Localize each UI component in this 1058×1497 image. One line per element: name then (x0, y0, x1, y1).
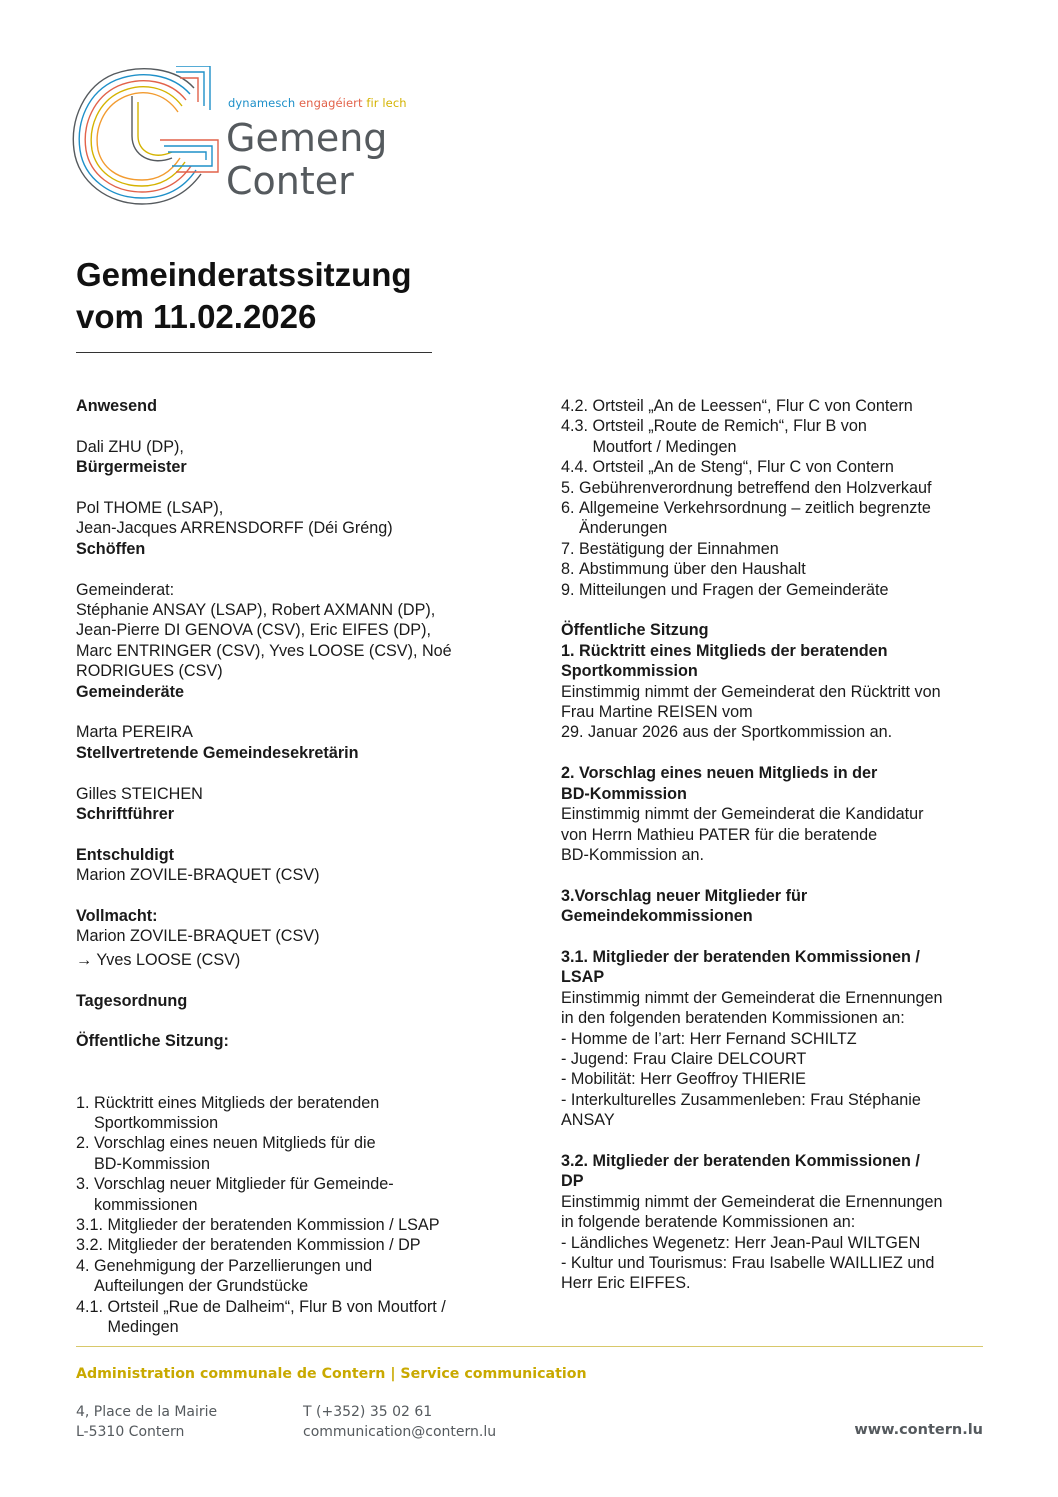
body-line: Frau Martine REISEN vom (561, 703, 753, 722)
agenda-item-line: Medingen (107, 1318, 179, 1337)
body-line: 29. Januar 2026 aus der Sportkommission an. (561, 723, 893, 742)
body-line: - Ländliches Wegenetz: Herr Jean-Paul WILTGEN (561, 1233, 921, 1252)
agenda-item-line: Ortsteil „An de Steng“, Flur C von Contern (592, 458, 894, 477)
agenda-item (561, 396, 993, 416)
agenda-item-number: 1. (76, 1093, 94, 1112)
clerk-name: Gilles STEICHEN (76, 784, 203, 803)
agenda-item-line: Vorschlag eines neuen Mitglieds für die (94, 1134, 376, 1153)
agenda-item-number: 4. (76, 1256, 94, 1275)
body-line: - Kultur und Tourismus: Frau Isabelle WAILLIEZ und (561, 1253, 935, 1272)
agenda-item-line: Aufteilungen der Grundstücke (94, 1277, 309, 1296)
agenda-item-number: 4.4. (561, 458, 593, 477)
heading-line: 3.Vorschlag neuer Mitglieder für (561, 886, 808, 905)
agenda-item (561, 457, 993, 477)
agenda-item-number: 3. (76, 1175, 94, 1194)
council-member-line: Jean-Pierre DI GENOVA (CSV), Eric EIFES (DP), (76, 621, 431, 640)
secretary-role: Stellvertretende Gemeindesekretärin (76, 743, 359, 762)
body-line: in folgende beratende Kommissionen an: (561, 1213, 856, 1232)
tagline-word-3: fir lech (366, 96, 407, 110)
council-role: Gemeinderäte (76, 682, 184, 701)
footer-website-link[interactable]: www.contern.lu (854, 1422, 983, 1438)
section-1-heading (561, 641, 993, 682)
footer-phone: T (+352) 35 02 61 (303, 1404, 433, 1420)
agenda-item-number: 6. (561, 499, 579, 518)
agenda-item-text (94, 1133, 516, 1174)
agenda-item-line: Vorschlag neuer Mitglieder für Gemeinde- (94, 1175, 394, 1194)
agenda-item-line: Rücktritt eines Mitglieds der beratenden (94, 1093, 380, 1112)
agenda-item-line: Genehmigung der Parzellierungen und (94, 1256, 373, 1275)
agenda-item (76, 1215, 516, 1235)
agenda-item (76, 1297, 516, 1338)
agenda-item-line: Allgemeine Verkehrsordnung – zeitlich begrenzte (579, 499, 931, 518)
council-member-line: Marc ENTRINGER (CSV), Yves LOOSE (CSV), Noé (76, 641, 452, 660)
tagline-word-1: dynamesch (228, 96, 296, 110)
right-column (561, 396, 993, 1294)
body-line: in den folgenden beratenden Kommissionen an: (561, 1009, 905, 1028)
mayor-role: Bürgermeister (76, 458, 187, 477)
gemeng-conter-logo (72, 66, 222, 206)
agenda-item-line: Mitglieder der beratenden Kommission / DP (107, 1236, 421, 1255)
agenda-item (76, 1256, 516, 1297)
agenda-heading: Tagesordnung (76, 991, 188, 1010)
heading-line: 3.1. Mitglieder der beratenden Kommissionen / (561, 947, 920, 966)
mayor-name: Dali ZHU (DP), (76, 437, 184, 456)
agenda-item-line: Sportkommission (94, 1114, 219, 1133)
body-line: - Interkulturelles Zusammenleben: Frau Stéphanie (561, 1090, 921, 1109)
agenda-item-text (94, 1093, 516, 1134)
agenda-item-number: 4.1. (76, 1297, 108, 1316)
page-title (76, 254, 412, 338)
agenda-item-number: 8. (561, 560, 579, 579)
body-line: Einstimmig nimmt der Gemeinderat die Kandidatur (561, 805, 924, 824)
proxy-from: Marion ZOVILE-BRAQUET (CSV) (76, 927, 320, 946)
alderman-name: Pol THOME (LSAP), (76, 499, 224, 517)
excused-heading: Entschuldigt (76, 845, 175, 864)
agenda-item-number: 3.2. (76, 1236, 108, 1255)
agenda-item-text (593, 457, 994, 477)
agenda-item-number: 2. (76, 1134, 94, 1153)
proxy-heading: Vollmacht: (76, 907, 158, 926)
footer-title: Administration communale de Contern | Service communication (76, 1366, 587, 1382)
agenda-item-line: Ortsteil „An de Leessen“, Flur C von Contern (592, 397, 913, 415)
agenda-item-text (579, 498, 993, 539)
address-line-2: L-5310 Contern (76, 1423, 185, 1440)
agenda-item (76, 1174, 516, 1215)
section-3-1-heading (561, 947, 993, 988)
footer-divider (76, 1346, 983, 1347)
section-1-body (561, 682, 993, 743)
agenda-item (561, 539, 993, 559)
agenda-item-text (108, 1297, 517, 1338)
agenda-item (561, 580, 993, 600)
page-title-line-1: Gemeinderatssitzung (76, 256, 412, 293)
agenda-item-text (579, 580, 993, 600)
agenda-item-line: Mitteilungen und Fragen der Gemeinderäte (579, 580, 889, 599)
agenda-item-number: 9. (561, 580, 579, 599)
logo-name-line-2: Conter (226, 159, 354, 203)
agenda-item-line: kommissionen (94, 1195, 198, 1214)
body-line: - Jugend: Frau Claire DELCOURT (561, 1049, 807, 1068)
agenda-item-line: Moutfort / Medingen (592, 437, 737, 456)
agenda-item-line: Bestätigung der Einnahmen (579, 539, 779, 558)
body-line: ANSAY (561, 1111, 615, 1130)
body-line: BD-Kommission an. (561, 845, 705, 864)
proxy-to: → Yves LOOSE (CSV) (76, 950, 241, 969)
council-member-line: Stéphanie ANSAY (LSAP), Robert AXMANN (DP), (76, 601, 436, 620)
agenda-item-text (593, 416, 994, 457)
public-session-title: Öffentliche Sitzung (561, 621, 709, 640)
logo-wordmark (226, 117, 387, 203)
heading-line: 1. Rücktritt eines Mitglieds der beratenden (561, 641, 888, 660)
body-line: Einstimmig nimmt der Gemeinderat die Ernennungen (561, 1192, 943, 1211)
heading-line: LSAP (561, 968, 605, 987)
heading-line: Sportkommission (561, 662, 698, 681)
attendees-heading: Anwesend (76, 397, 157, 415)
agenda-item (76, 1133, 516, 1174)
agenda-item-line: Ortsteil „Rue de Dalheim“, Flur B von Moutfort / (107, 1297, 446, 1316)
council-label: Gemeinderat: (76, 580, 175, 599)
agenda-item-line: Abstimmung über den Haushalt (579, 560, 806, 579)
agenda-item-text (579, 539, 993, 559)
alderman-name: Jean-Jacques ARRENSDORFF (Déi Gréng) (76, 519, 393, 538)
public-session-heading: Öffentliche Sitzung: (76, 1032, 229, 1051)
section-2-body (561, 804, 993, 865)
footer-address (76, 1403, 217, 1442)
agenda-item-text (108, 1235, 517, 1255)
agenda-item (561, 478, 993, 498)
footer-contact (303, 1403, 496, 1442)
section-2-heading (561, 763, 993, 804)
heading-line: Gemeindekommissionen (561, 907, 753, 926)
agenda-item-line: Gebührenverordnung betreffend den Holzverkauf (579, 478, 932, 497)
page-title-line-2: vom 11.02.2026 (76, 298, 317, 335)
secretary-name: Marta PEREIRA (76, 723, 193, 742)
agenda-item-line: Änderungen (579, 519, 668, 538)
agenda-item-text (94, 1174, 516, 1215)
agenda-item-number: 3.1. (76, 1216, 108, 1235)
section-3-heading (561, 886, 993, 927)
section-3-1-body (561, 988, 993, 1131)
section-3-2-body (561, 1192, 993, 1294)
body-line: Einstimmig nimmt der Gemeinderat die Ernennungen (561, 988, 943, 1007)
left-column (76, 396, 516, 1338)
agenda-item-text (94, 1256, 516, 1297)
body-line: Einstimmig nimmt der Gemeinderat den Rücktritt von (561, 682, 941, 701)
footer-email-link[interactable]: communication@contern.lu (303, 1423, 497, 1440)
agenda-item-number: 4.2. (561, 397, 593, 415)
agenda-item-number: 4.3. (561, 417, 593, 436)
body-line: Herr Eric EIFFES. (561, 1274, 691, 1293)
agenda-list-continued (561, 396, 993, 600)
body-line: von Herrn Mathieu PATER für die beratende (561, 825, 878, 844)
agenda-item (561, 559, 993, 579)
address-line-1: 4, Place de la Mairie (76, 1404, 218, 1420)
logo-name-line-1: Gemeng (226, 116, 388, 160)
agenda-item (76, 1235, 516, 1255)
excused-name: Marion ZOVILE-BRAQUET (CSV) (76, 866, 320, 885)
agenda-item-line: Mitglieder der beratenden Kommission / LSAP (107, 1216, 440, 1235)
title-divider (76, 352, 432, 353)
agenda-item-text (108, 1215, 517, 1235)
agenda-item-text (579, 559, 993, 579)
agenda-item-number: 5. (561, 478, 579, 497)
agenda-item-line: Ortsteil „Route de Remich“, Flur B von (592, 417, 867, 436)
section-3-2-heading (561, 1151, 993, 1192)
tagline-word-2: engagéiert (299, 96, 363, 110)
logo-tagline (228, 96, 407, 110)
agenda-item (76, 1093, 516, 1134)
agenda-item-number: 7. (561, 539, 579, 558)
clerk-role: Schriftführer (76, 805, 175, 824)
agenda-list (76, 1093, 516, 1338)
agenda-item (561, 498, 993, 539)
body-line: - Homme de l’art: Herr Fernand SCHILTZ (561, 1029, 857, 1048)
heading-line: BD-Kommission (561, 784, 687, 803)
heading-line: DP (561, 1172, 584, 1191)
alderman-role: Schöffen (76, 539, 146, 558)
heading-line: 2. Vorschlag eines neuen Mitglieds in der (561, 764, 878, 783)
agenda-item (561, 416, 993, 457)
agenda-item-text (579, 478, 993, 498)
council-member-line: RODRIGUES (CSV) (76, 662, 223, 681)
heading-line: 3.2. Mitglieder der beratenden Kommissionen / (561, 1151, 920, 1170)
agenda-item-text (593, 396, 994, 416)
body-line: - Mobilität: Herr Geoffroy THIERIE (561, 1070, 806, 1089)
agenda-item-line: BD-Kommission (94, 1154, 211, 1173)
